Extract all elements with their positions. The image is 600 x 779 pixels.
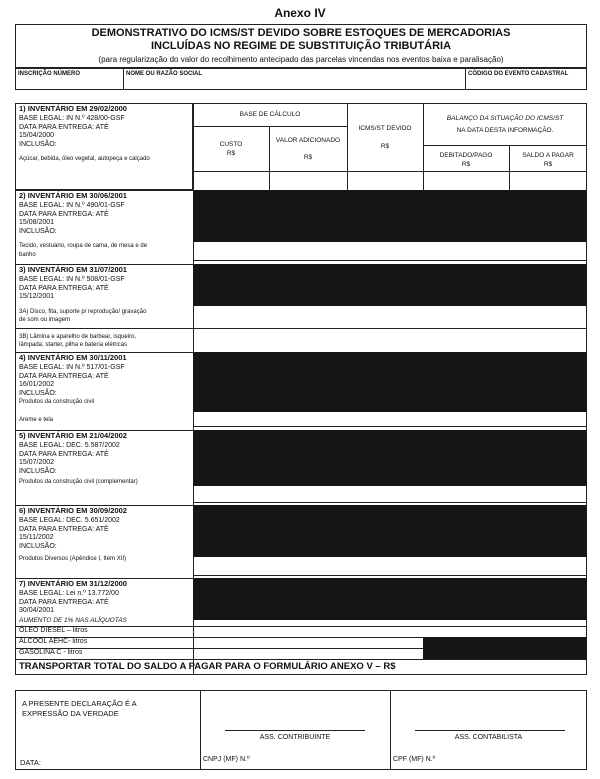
razao-label: NOME OU RAZÃO SOCIAL — [126, 71, 202, 77]
section-7-shaded — [193, 578, 587, 620]
section-6-date: 15/11/2002 — [19, 534, 54, 541]
section-3-item4: lâmpada, starter, pilha e bateria elétricas — [19, 342, 128, 348]
section-1-inc: INCLUSÃO: — [19, 141, 57, 148]
annex-title: Anexo IV — [274, 6, 326, 20]
section-2-title: 2) INVENTÁRIO EM 30/06/2001 — [19, 191, 127, 200]
section-4-date: 16/01/2002 — [19, 381, 55, 388]
section-4-data: DATA PARA ENTREGA: ATÉ — [19, 373, 109, 380]
section-6-item1: Produtos Diversos (Apêndice I, Item XII) — [19, 556, 127, 562]
valor-adic-unit: R$ — [303, 154, 313, 161]
balanco-label2: NA DATA DESTA INFORMAÇÃO. — [456, 127, 554, 134]
section-1-base: BASE LEGAL: IN N.º 428/00-GSF — [19, 115, 125, 122]
decl-line2: EXPRESSÃO DA VERDADE — [22, 709, 119, 718]
section-3-item2: de som ou imagem — [19, 317, 71, 323]
section-7-item4: GASOLINA C - litros — [19, 649, 83, 656]
section-5-base: BASE LEGAL: DEC. 5.587/2002 — [19, 442, 120, 449]
header-line3: (para regularização do valor do recolhimento antecipado das parcelas vincendas nos eventos baixa e paralisação) — [98, 55, 504, 64]
section-1-date: 15/04/2000 — [19, 132, 55, 139]
section-4-base: BASE LEGAL: IN N.º 517/01-GSF — [19, 364, 125, 371]
section-5-date: 15/07/2002 — [19, 459, 55, 466]
saldo-label: SALDO A PAGAR — [522, 152, 574, 159]
codigo-label: CÓDIGO DO EVENTO CADASTRAL — [468, 71, 569, 77]
section-7-shaded-right — [423, 637, 587, 659]
section-7-item2: ÓLEO DIESEL – litros — [19, 627, 88, 634]
section-1-item: Açúcar, bebida, óleo vegetal, autopeça e calçado — [19, 156, 150, 162]
date-label: DATA: — [20, 758, 41, 767]
section-3-item1: 3A) Disco, fita, suporte p/ reprodução/ gravação — [19, 309, 147, 315]
section-5-title: 5) INVENTÁRIO EM 21/04/2002 — [19, 431, 127, 440]
section-7-item1: AUMENTO DE 1% NAS ALÍQUOTAS — [19, 617, 127, 624]
section-4-inc: INCLUSÃO: — [19, 390, 57, 397]
ass-contabilista: ASS. CONTABILISTA — [454, 734, 523, 741]
section-2-item1: Tecido, vestuário, roupa de cama, de mesa e de — [19, 243, 148, 249]
section-3-date: 15/12/2001 — [19, 293, 55, 300]
section-2-base: BASE LEGAL: IN N.º 490/01-GSF — [19, 202, 125, 209]
section-1-title: 1) INVENTÁRIO EM 29/02/2000 — [19, 104, 127, 113]
section-5-item1: Produtos da construção civil (complementar) — [19, 479, 138, 485]
section-3-shaded — [193, 264, 587, 306]
section-2-item2: banho — [19, 252, 36, 258]
custo-label: CUSTO — [219, 141, 243, 148]
section-3-data: DATA PARA ENTREGA: ATÉ — [19, 285, 109, 292]
section-3-base: BASE LEGAL: IN N.º 508/01-GSF — [19, 276, 125, 283]
base-calculo-label: BASE DE CÁLCULO — [239, 111, 301, 118]
section-3-item3: 3B) Lâmina e aparelho de barbear, isqueiro, — [19, 334, 137, 340]
decl-line1: A PRESENTE DECLARAÇÃO É A — [22, 699, 137, 708]
section-3-title: 3) INVENTÁRIO EM 31/07/2001 — [19, 265, 127, 274]
section-5-data: DATA PARA ENTREGA: ATÉ — [19, 451, 109, 458]
section-2-date: 15/08/2001 — [19, 219, 55, 226]
section-5-shaded — [193, 430, 587, 486]
section-7-date: 30/04/2001 — [19, 607, 55, 614]
header-line2: INCLUÍDAS NO REGIME DE SUBSTITUIÇÃO TRIBUTÁRIA — [150, 40, 452, 52]
section-6-base: BASE LEGAL: DEC. 5.651/2002 — [19, 517, 120, 524]
debitado-unit: R$ — [461, 161, 471, 168]
cpf-label: CPF (MF) N.º — [393, 756, 436, 763]
section-7-data: DATA PARA ENTREGA: ATÉ — [19, 599, 109, 606]
section-2-inc: INCLUSÃO: — [19, 228, 57, 235]
section-2-data: DATA PARA ENTREGA: ATÉ — [19, 211, 109, 218]
icms-devido-label: ICMS/ST DEVIDO — [358, 125, 412, 132]
section-7-title: 7) INVENTÁRIO EM 31/12/2000 — [19, 579, 127, 588]
section-7-base: BASE LEGAL: Lei n.º 13.772/00 — [19, 590, 119, 597]
debitado-label: DEBITADO/PAGO — [439, 152, 493, 159]
section-2-shaded — [193, 190, 587, 242]
section-6-title: 6) INVENTÁRIO EM 30/09/2002 — [19, 506, 127, 515]
cnpj-label: CNPJ (MF) N.º — [203, 756, 250, 763]
section-4-item2: Areme e tela — [19, 417, 54, 423]
section-5-inc: INCLUSÃO: — [19, 468, 57, 475]
section-6-data: DATA PARA ENTREGA: ATÉ — [19, 526, 109, 533]
header-line1: DEMONSTRATIVO DO ICMS/ST DEVIDO SOBRE ESTOQUES DE MERCADORIAS — [91, 27, 511, 39]
section-4-shaded — [193, 352, 587, 412]
icms-devido-unit: R$ — [380, 143, 390, 150]
inscricao-label: INSCRIÇÃO NÚMERO — [18, 71, 81, 77]
balanco-label: BALANÇO DA SITUAÇÃO DO ICMS/ST — [446, 115, 564, 122]
section-6-shaded — [193, 505, 587, 557]
ass-contribuinte: ASS. CONTRIBUINTE — [259, 734, 331, 741]
valor-adic-label: VALOR ADICIONADO — [275, 137, 341, 144]
section-4-title: 4) INVENTÁRIO EM 30/11/2001 — [19, 353, 127, 362]
section-7-item3: ÁLCOOL AEHC- litros — [19, 638, 88, 645]
total-label: TRANSPORTAR TOTAL DO SALDO A PAGAR PARA O FORMULÁRIO ANEXO V – R$ — [19, 661, 396, 672]
section-6-inc: INCLUSÃO: — [19, 543, 57, 550]
saldo-unit: R$ — [543, 161, 553, 168]
custo-unit: R$ — [226, 150, 236, 157]
section-4-item1: Produtos da construção civil — [19, 399, 95, 405]
section-1-data: DATA PARA ENTREGA: ATÉ — [19, 124, 109, 131]
